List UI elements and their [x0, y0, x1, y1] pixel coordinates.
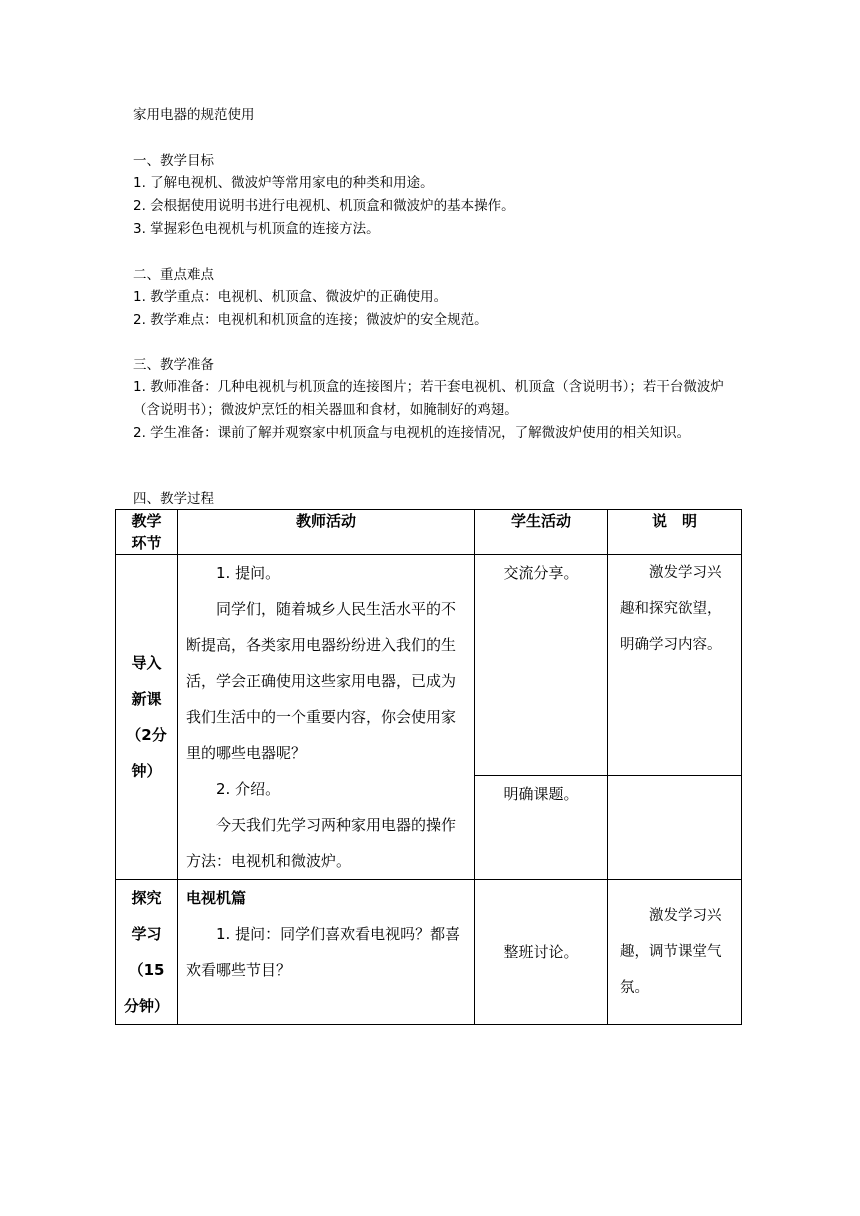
- teacher-step-title: 2. 介绍。: [216, 780, 281, 798]
- header-student-activity: 学生活动: [475, 510, 608, 555]
- student-activity-discuss: 整班讨论。: [475, 880, 608, 1025]
- header-note: 说 明: [608, 510, 742, 555]
- note-explore: 激发学习兴趣，调节课堂气氛。: [608, 880, 742, 1025]
- list-item: 2. 会根据使用说明书进行电视机、机顶盒和微波炉的基本操作。: [133, 198, 515, 214]
- key-points-list: [133, 286, 743, 332]
- section-heading-objectives: 一、教学目标: [133, 153, 214, 169]
- table-row: [116, 880, 742, 1025]
- teacher-activity-intro: [178, 555, 475, 880]
- list-item: 3. 掌握彩色电视机与机顶盒的连接方法。: [133, 221, 380, 237]
- list-item: 1. 教师准备：几种电视机与机顶盒的连接图片；若干套电视机、机顶盒（含说明书）；若干台微波炉（含说明书）；微波炉烹饪的相关器皿和食材，如腌制好的鸡翅。: [133, 379, 724, 418]
- note-intro-b: [608, 776, 742, 880]
- teacher-step-title: 1. 提问。: [216, 564, 281, 582]
- section-heading-preparation: 三、教学准备: [133, 357, 214, 373]
- header-stage: 教学 环节: [116, 510, 178, 555]
- teacher-section-title: 电视机篇: [186, 889, 247, 907]
- preparation-list: [133, 376, 743, 445]
- section-heading-key-points: 二、重点难点: [133, 267, 214, 283]
- lesson-process-table: [115, 509, 742, 1025]
- header-teacher-activity: 教师活动: [178, 510, 475, 555]
- list-item: 2. 教学难点：电视机和机顶盒的连接；微波炉的安全规范。: [133, 312, 488, 328]
- teacher-activity-explore: [178, 880, 475, 1025]
- stage-intro: 导入 新课 （2分 钟）: [116, 555, 178, 880]
- table-header-row: [116, 510, 742, 555]
- list-item: 1. 教学重点：电视机、机顶盒、微波炉的正确使用。: [133, 289, 448, 305]
- section-heading-process: 四、教学过程: [133, 491, 214, 507]
- student-activity-share: 交流分享。: [475, 555, 608, 776]
- student-activity-topic: 明确课题。: [475, 776, 608, 880]
- document-title: 家用电器的规范使用: [133, 107, 255, 123]
- stage-explore: 探究 学习 （15 分钟）: [116, 880, 178, 1025]
- table-row: [116, 555, 742, 776]
- list-item: 2. 学生准备：课前了解并观察家中机顶盒与电视机的连接情况，了解微波炉使用的相关知识。: [133, 425, 691, 441]
- objectives-list: [133, 172, 743, 241]
- teacher-step-body: 同学们，随着城乡人民生活水平的不断提高，各类家用电器纷纷进入我们的生活，学会正确使用这些家用电器，已成为我们生活中的一个重要内容，你会使用家里的哪些电器呢？: [186, 600, 457, 762]
- list-item: 1. 了解电视机、微波炉等常用家电的种类和用途。: [133, 175, 434, 191]
- teacher-question: 1. 提问：同学们喜欢看电视吗？都喜欢看哪些节目？: [186, 925, 461, 979]
- teacher-step-body: 今天我们先学习两种家用电器的操作方法：电视机和微波炉。: [186, 816, 457, 870]
- note-intro: 激发学习兴趣和探究欲望，明确学习内容。: [608, 555, 742, 776]
